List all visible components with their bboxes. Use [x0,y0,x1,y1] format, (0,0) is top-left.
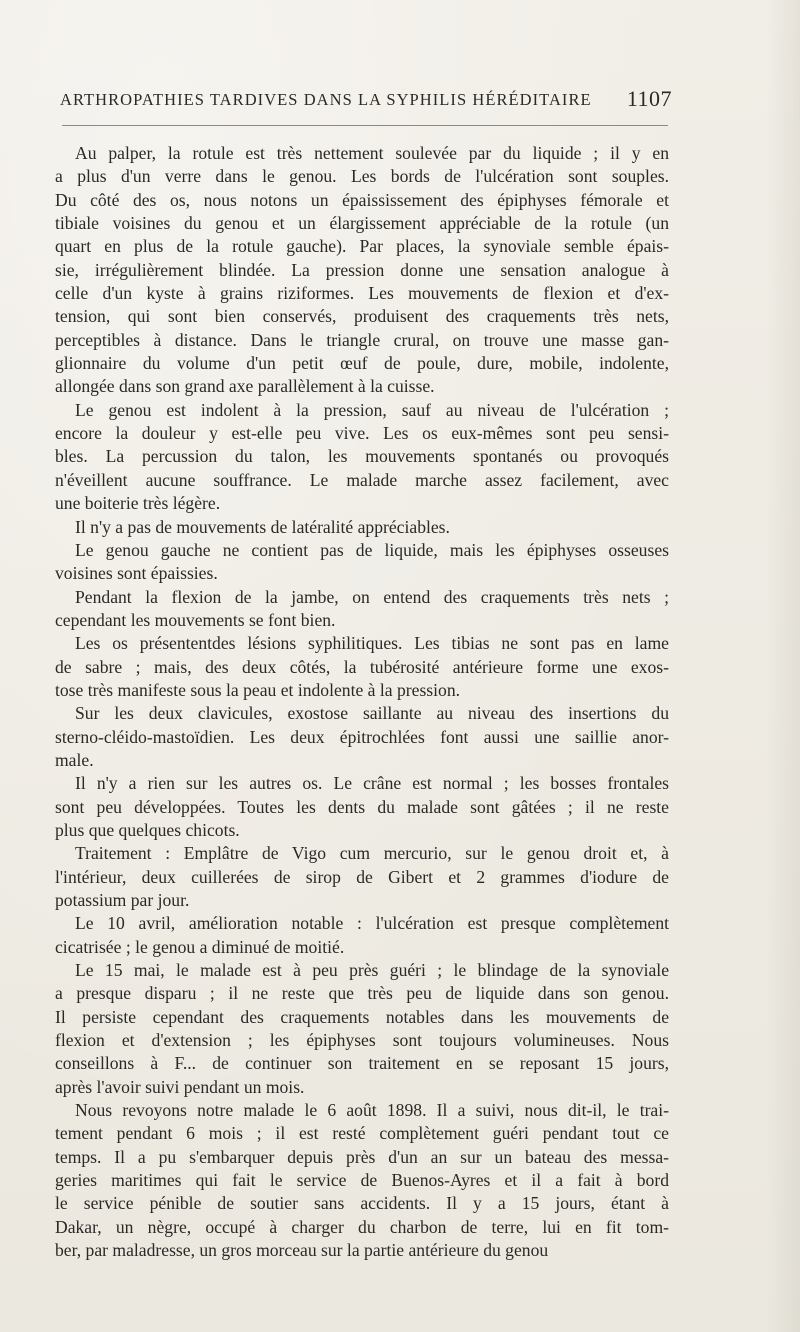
text-line: Le genou gauche ne contient pas de liquide, mais les épiphyses osseuses [75,539,669,560]
text-line: a presque disparu ; il ne reste que très peu de liquide dans son genou. [55,983,669,1004]
text-line: tension, qui sont bien conservés, produisent des craquements très nets, [55,306,669,327]
text-line: flexion et d'extension ; les épiphyses sont toujours volumineuses. Nous [55,1030,669,1051]
text-line: plus que quelques chicots. [55,819,240,840]
text-line: conseillons à F... de continuer son traitement en se reposant 15 jours, [55,1053,669,1074]
text-line: sie, irrégulièrement blindée. La pression donne une sensation analogue à [55,259,669,280]
text-line: celle d'un kyste à grains riziformes. Les mouvements de flexion et d'ex- [55,283,669,304]
text-line: male. [55,749,94,770]
text-line: Nous revoyons notre malade le 6 août 1898. Il a suivi, nous dit-il, le trai- [75,1100,669,1121]
text-line: Il n'y a pas de mouvements de latéralité appréciables. [75,516,450,537]
text-line: le service pénible de soutier sans accidents. Il y a 15 jours, étant à [55,1193,669,1214]
text-line: Sur les deux clavicules, exostose saillante au niveau des insertions du [75,703,669,724]
text-line: Le 10 avril, amélioration notable : l'ulcération est presque complètement [75,913,669,934]
text-line: Au palper, la rotule est très nettement soulevée par du liquide ; il y en [75,143,669,163]
body-text [55,142,669,1263]
text-line: une boiterie très légère. [55,493,221,514]
text-line: de sabre ; mais, des deux côtés, la tubérosité antérieure forme une exos- [55,656,669,677]
text-line: perceptibles à distance. Dans le triangle crural, on trouve une masse gan- [55,329,669,350]
text-line: tement pendant 6 mois ; il est resté complètement guéri pendant tout ce [55,1123,669,1144]
text-line: a plus d'un verre dans le genou. Les bords de l'ulcération sont souples. [55,166,669,187]
text-line: sont peu développées. Toutes les dents du malade sont gâtées ; il ne reste [55,796,669,817]
text-line: cicatrisée ; le genou a diminué de moitié. [55,936,345,957]
text-line: après l'avoir suivi pendant un mois. [55,1076,305,1097]
text-line: bles. La percussion du talon, les mouvements spontanés ou provoqués [55,446,669,467]
text-line: encore la douleur y est-elle peu vive. Les os eux-mêmes sont peu sensi- [55,423,669,444]
text-line: Le 15 mai, le malade est à peu près guéri ; le blindage de la synoviale [75,960,669,981]
header-rule [62,125,668,126]
text-line: temps. Il a pu s'embarquer depuis près d'un an sur un bateau des messa- [55,1146,669,1167]
text-line: tibiale voisines du genou et un élargissement appréciable de la rotule (un [55,213,669,234]
text-line: Les os présententdes lésions syphilitiques. Les tibias ne sont pas en lame [75,633,669,654]
text-line: tose très manifeste sous la peau et indolente à la pression. [55,679,461,700]
text-line: voisines sont épaissies. [55,563,218,584]
text-line: potassium par jour. [55,890,190,910]
text-line: quart en plus de la rotule gauche). Par places, la synoviale semble épais- [55,236,669,257]
text-line: n'éveillent aucune souffrance. Le malade marche assez facilement, avec [55,469,669,490]
page-header [60,86,672,116]
page-edge-shading [766,0,800,1332]
text-line: Du côté des os, nous notons un épaississement des épiphyses fémorale et [55,189,669,210]
text-line: ber, par maladresse, un gros morceau sur la partie antérieure du genou [55,1240,549,1261]
text-line: Le genou est indolent à la pression, sauf au niveau de l'ulcération ; [75,399,669,420]
text-line: l'intérieur, deux cuillerées de sirop de Gibert et 2 grammes d'iodure de [55,866,669,887]
text-line: Il persiste cependant des craquements notables dans les mouvements de [55,1006,669,1027]
text-line: geries maritimes qui fait le service de Buenos-Ayres et il a fait à bord [55,1170,669,1191]
text-line: Il n'y a rien sur les autres os. Le crâne est normal ; les bosses frontales [75,773,669,794]
text-line: Traitement : Emplâtre de Vigo cum mercurio, sur le genou droit et, à [75,843,669,864]
text-line: cependant les mouvements se font bien. [55,609,336,630]
text-line: Dakar, un nègre, occupé à charger du charbon de terre, lui en fit tom- [55,1216,669,1237]
running-title: ARTHROPATHIES TARDIVES DANS LA SYPHILIS HÉRÉDITAIRE [60,90,592,109]
text-line: sterno-cléido-mastoïdien. Les deux épitrochlées font aussi une saillie anor- [55,726,669,747]
text-line: allongée dans son grand axe parallèlement à la cuisse. [55,376,435,397]
page-number: 1107 [626,86,672,111]
text-line: glionnaire du volume d'un petit œuf de poule, dure, mobile, indolente, [55,353,669,374]
text-line: Pendant la flexion de la jambe, on entend des craquements très nets ; [75,586,669,607]
